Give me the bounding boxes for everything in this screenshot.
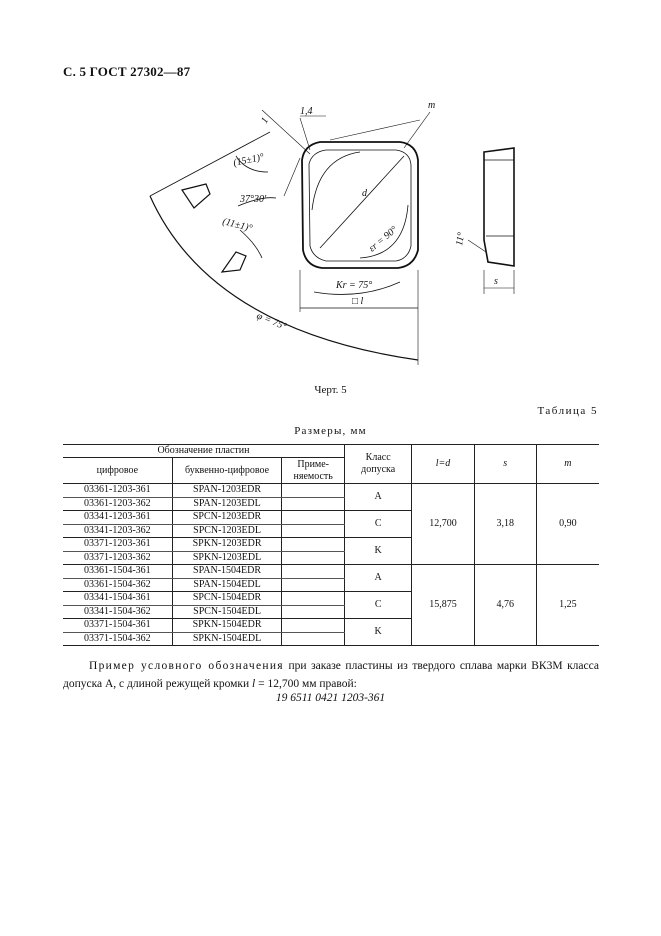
angle-37-label: 37°30′ bbox=[240, 194, 267, 205]
col-m-header: m bbox=[536, 445, 599, 484]
col-class-header: Класс допуска bbox=[344, 445, 411, 484]
group-header: Обозначение пластин bbox=[63, 445, 344, 458]
insert-outline bbox=[302, 142, 418, 268]
col-code-header: цифровое bbox=[63, 458, 172, 484]
dim-l-label: □ l bbox=[352, 296, 364, 307]
insert-side-view bbox=[484, 148, 514, 266]
section-upper bbox=[182, 184, 210, 208]
dim-11deg-label: 11° bbox=[454, 231, 468, 247]
dimensions-table bbox=[63, 444, 599, 646]
table-label: Таблица 5 bbox=[537, 405, 598, 417]
table-row: 03361-1504-362 SPAN-1504EDL bbox=[63, 578, 599, 592]
col-s-header: s bbox=[474, 445, 536, 484]
dim-m-label: m bbox=[428, 100, 436, 111]
insert-drawing bbox=[0, 0, 661, 380]
table-row: 03341-1203-361 SPCN-1203EDR C bbox=[63, 511, 599, 525]
dim-s-label: s bbox=[494, 276, 498, 287]
angle-15-label: (15±1)° bbox=[232, 151, 266, 169]
dim-1-label: 1 bbox=[259, 115, 272, 126]
example-designation: 19 6511 0421 1203-361 bbox=[275, 692, 386, 704]
kr-label: Kr = 75° bbox=[336, 280, 373, 291]
phi-label: φ = 75° bbox=[254, 310, 289, 333]
table-row: 03371-1504-362 SPKN-1504EDL bbox=[63, 632, 599, 646]
col-ld-header: l=d bbox=[412, 445, 474, 484]
table-row: 03371-1203-361 SPKN-1203EDR K bbox=[63, 538, 599, 552]
sizes-label: Размеры, мм bbox=[294, 425, 367, 437]
table-row: 03361-1203-362 SPAN-1203EDL bbox=[63, 497, 599, 511]
table-row: 03341-1504-361 SPCN-1504EDR C bbox=[63, 592, 599, 606]
example-paragraph bbox=[63, 657, 599, 693]
section-lower bbox=[222, 252, 246, 272]
dim-14-label: 1,4 bbox=[300, 106, 313, 117]
table-row: 03371-1504-361 SPKN-1504EDR K bbox=[63, 619, 599, 633]
dim-d-label: d bbox=[362, 188, 367, 199]
table-row: 03371-1203-362 SPKN-1203EDL bbox=[63, 551, 599, 565]
col-alpha-header: буквенно-цифровое bbox=[172, 458, 282, 484]
phi-arc bbox=[150, 196, 418, 360]
paragraph-tail: = 12,700 мм правой: bbox=[255, 678, 357, 690]
paragraph-lead: Пример условного обозначения bbox=[89, 660, 284, 672]
angle-11-label: (11±1)° bbox=[221, 216, 254, 235]
col-appl-header: Приме- няемость bbox=[282, 458, 345, 484]
table-row: 03341-1203-362 SPCN-1203EDL bbox=[63, 524, 599, 538]
paragraph-var: l bbox=[252, 678, 256, 690]
paragraph-rest: при заказе пластины из твердого сплава марки ВК3М класса допуска А, с длиной режущей кромки bbox=[63, 660, 599, 690]
er-label: εr = 90° bbox=[366, 224, 400, 255]
table-row: 03361-1504-361 SPAN-1504EDR A 15,875 4,76 1,25 bbox=[63, 565, 599, 579]
table-row: 03361-1203-361 SPAN-1203EDR A 12,700 3,18 0,90 bbox=[63, 484, 599, 498]
figure-caption: Черт. 5 bbox=[314, 384, 347, 396]
page-header: С. 5 ГОСТ 27302—87 bbox=[63, 64, 191, 79]
table-row: 03341-1504-362 SPCN-1504EDL bbox=[63, 605, 599, 619]
